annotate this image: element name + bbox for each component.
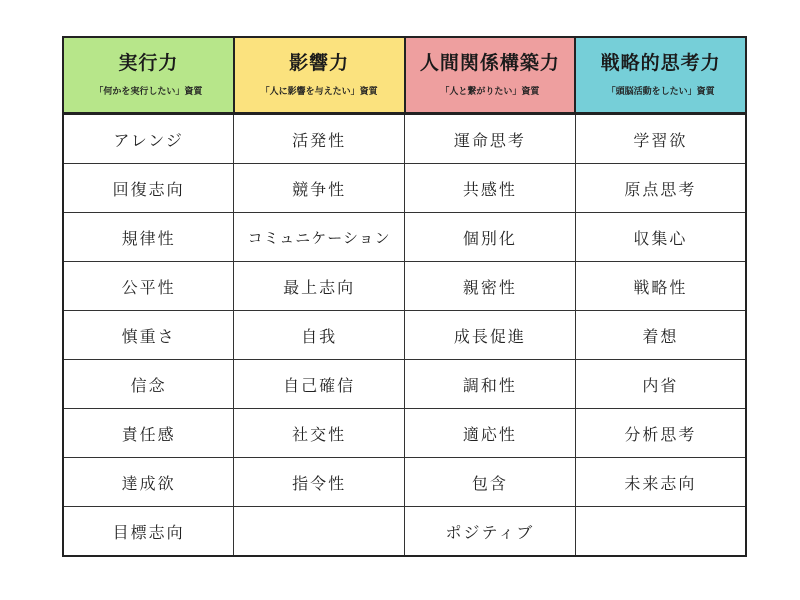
table-row	[63, 409, 746, 458]
table-cell: 目標志向	[63, 507, 234, 557]
column-subtitle: 「頭脳活動をしたい」資質	[606, 87, 715, 97]
table-cell: ポジティブ	[405, 507, 576, 557]
table-cell: 成長促進	[405, 311, 576, 360]
table-cell: 自我	[234, 311, 405, 360]
table-cell: コミュニケーション	[234, 213, 405, 262]
column-title: 実行力	[118, 52, 179, 74]
table-cell: 指令性	[234, 458, 405, 507]
table-cell: 信念	[63, 360, 234, 409]
table-cell: アレンジ	[63, 114, 234, 164]
table-row	[63, 262, 746, 311]
column-title: 人間関係構築力	[419, 52, 560, 74]
table-cell-empty	[234, 507, 405, 557]
table-row	[63, 458, 746, 507]
table-row	[63, 213, 746, 262]
table-row	[63, 507, 746, 557]
table-cell: 個別化	[405, 213, 576, 262]
table-cell: 分析思考	[575, 409, 746, 458]
table-row	[63, 311, 746, 360]
table-cell: 公平性	[63, 262, 234, 311]
table-row	[63, 164, 746, 213]
column-subtitle: 「人と繋がりたい」資質	[440, 87, 540, 97]
table-cell: 共感性	[405, 164, 576, 213]
table-cell: 戦略性	[575, 262, 746, 311]
column-subtitle: 「人に影響を与えたい」資質	[260, 87, 378, 97]
table-cell: 達成欲	[63, 458, 234, 507]
table-row	[63, 360, 746, 409]
strengths-table	[62, 36, 747, 557]
table-cell: 回復志向	[63, 164, 234, 213]
table-cell-empty	[575, 507, 746, 557]
table-cell: 原点思考	[575, 164, 746, 213]
column-header-strategic-thinking	[575, 37, 746, 114]
table-cell: 未来志向	[575, 458, 746, 507]
column-header-influencing	[234, 37, 405, 114]
table-cell: 親密性	[405, 262, 576, 311]
table-cell: 学習欲	[575, 114, 746, 164]
column-subtitle: 「何かを実行したい」資質	[94, 87, 203, 97]
table-cell: 着想	[575, 311, 746, 360]
table-row	[63, 114, 746, 164]
table-cell: 責任感	[63, 409, 234, 458]
table-cell: 収集心	[575, 213, 746, 262]
table-cell: 調和性	[405, 360, 576, 409]
table-cell: 包含	[405, 458, 576, 507]
table-cell: 慎重さ	[63, 311, 234, 360]
table-cell: 適応性	[405, 409, 576, 458]
table-cell: 社交性	[234, 409, 405, 458]
table-cell: 競争性	[234, 164, 405, 213]
column-header-execution	[63, 37, 234, 114]
strengths-table-container	[62, 36, 747, 557]
table-cell: 内省	[575, 360, 746, 409]
column-title: 影響力	[289, 52, 350, 74]
table-cell: 最上志向	[234, 262, 405, 311]
column-title: 戦略的思考力	[600, 52, 721, 74]
table-cell: 自己確信	[234, 360, 405, 409]
table-cell: 規律性	[63, 213, 234, 262]
column-header-relationship-building	[405, 37, 576, 114]
table-cell: 運命思考	[405, 114, 576, 164]
header-row	[63, 37, 746, 114]
table-cell: 活発性	[234, 114, 405, 164]
